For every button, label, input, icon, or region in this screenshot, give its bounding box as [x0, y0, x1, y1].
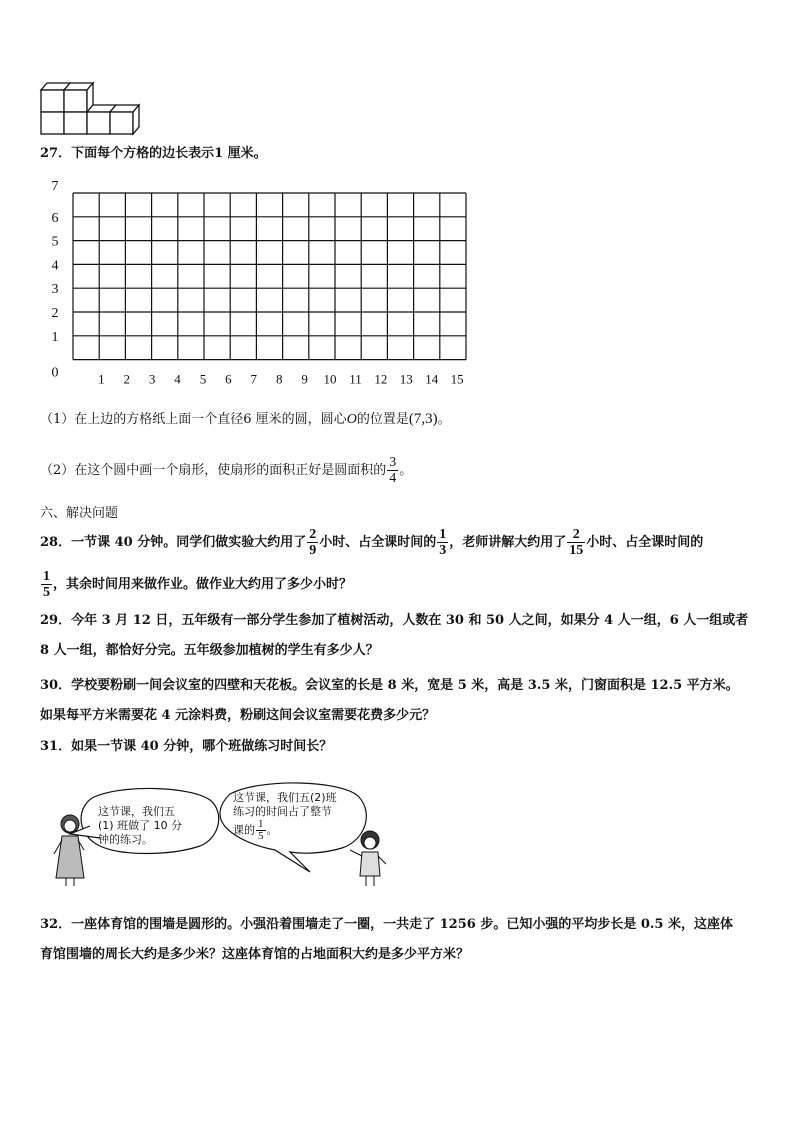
fraction-numerator: 1 [439, 527, 447, 542]
x-axis-label: 13 [399, 371, 413, 385]
fraction-2-9 [307, 527, 318, 558]
x-axis-label: 3 [148, 371, 156, 385]
y-axis-label: 3 [51, 282, 59, 298]
bubble-left-line: 钟的练习。 [98, 833, 153, 846]
q28-text-1: 28．一节课 40 分钟。同学们做实验大约用了 [40, 535, 307, 550]
part2-end: 。 [399, 463, 413, 478]
y-axis-label: 7 [51, 180, 59, 194]
bubble-right-line: 这节课，我们五(2)班 [233, 791, 337, 804]
question-29-line-2: 8 人一组，都恰好分完。五年级参加植树的学生有多少人？ [40, 643, 379, 658]
x-axis-label: 15 [450, 371, 464, 385]
x-axis-label: 14 [425, 371, 439, 385]
x-axis-label: 6 [225, 371, 232, 385]
y-axis-label: 6 [51, 210, 59, 226]
q28-text-4: 小时、占全课时间的 [586, 535, 704, 550]
y-axis-label: 4 [51, 258, 59, 274]
fraction-1-3 [437, 527, 448, 558]
fraction-numerator: 1 [43, 569, 50, 584]
part1-mid: 的位置是 [356, 412, 409, 427]
x-axis-label: 7 [250, 371, 258, 385]
fraction-denominator: 5 [43, 585, 50, 600]
bubble-right-text [233, 791, 337, 842]
y-axis-label: 1 [51, 329, 59, 345]
question-28-line-2 [40, 566, 352, 604]
fraction-numerator: 2 [567, 527, 585, 543]
bubble-right-end: 。 [266, 823, 278, 837]
y-axis-label: 0 [51, 365, 59, 381]
q28-text-5: ，其余时间用来做作业。做作业大约用了多少小时？ [53, 577, 353, 592]
part2-prefix: （2）在这个圆中画一个扇形，使扇形的面积正好是圆面积的 [40, 463, 387, 478]
fraction-1-5 [41, 569, 52, 600]
part1-prefix: （1）在上边的方格纸上面一个直径6 厘米的圆，圆心 [40, 412, 347, 427]
x-axis-label: 1 [98, 371, 105, 385]
center-variable: O [346, 412, 357, 427]
fraction-2-15 [567, 527, 585, 558]
x-axis-label: 10 [323, 371, 337, 385]
bubble-left-text [98, 805, 182, 847]
x-axis-label: 8 [275, 371, 283, 385]
x-axis-label: 12 [374, 371, 388, 385]
section-heading: 六、解决问题 [40, 506, 119, 521]
question-32-line-1: 32．一座体育馆的围墙是圆形的。小强沿着围墙走了一圈，一共走了 1256 步。已知小强的平均步长是 0.5 米，这座体 [40, 917, 733, 932]
fraction-numerator: 3 [389, 455, 397, 470]
q28-text-2: 小时、占全课时间的 [319, 535, 437, 550]
bubble-left-line: (1) 班做了 10 分 [98, 819, 183, 832]
fraction-denominator: 9 [309, 543, 317, 558]
fraction-numerator: 1 [258, 818, 264, 830]
question-27-part-1 [40, 410, 451, 429]
x-axis-label: 5 [199, 371, 207, 385]
part1-end: 。 [437, 412, 451, 427]
fraction-denominator: 15 [569, 543, 584, 558]
question-32-line-2: 育馆围墙的周长大约是多少米？这座体育馆的占地面积大约是多少平方米？ [40, 947, 470, 962]
question-29-line-1: 29．今年 3 月 12 日，五年级有一部分学生参加了植树活动，人数在 30 和 50 人之间，如果分 4 人一组，6 人一组或者 [40, 613, 749, 628]
fraction-denominator: 3 [439, 543, 447, 558]
fraction-numerator: 2 [309, 527, 317, 542]
question-30-line-2: 如果每平方米需要花 4 元涂料费，粉刷这间会议室需要花费多少元？ [40, 708, 436, 723]
question-30-line-1: 30．学校要粉刷一间会议室的四壁和天花板。会议室的长是 8 米，宽是 5 米，高是 3.5 米，门窗面积是 12.5 平方米。 [40, 678, 739, 693]
center-coordinate: (7,3) [408, 411, 438, 427]
cube-figure [38, 80, 150, 136]
x-axis-label: 9 [301, 371, 308, 385]
square-grid [40, 180, 490, 385]
x-axis-label: 2 [123, 371, 130, 385]
bubble-right-prefix: 课的 [233, 823, 255, 837]
bubble-left-line: 这节课，我们五 [98, 805, 175, 818]
q28-text-3: ，老师讲解大约用了 [449, 535, 567, 550]
question-28-line-1 [40, 524, 703, 562]
question-27-part-2 [40, 452, 412, 490]
y-axis-label: 5 [51, 234, 59, 250]
question-27: 27．下面每个方格的边长表示1 厘米。 [40, 146, 267, 161]
dialogue-illustration [40, 780, 400, 890]
fraction-1-5 [256, 819, 266, 842]
fraction-denominator: 5 [258, 830, 264, 842]
girl-figure [54, 815, 84, 886]
question-31: 31．如果一节课 40 分钟，哪个班做练习时间长？ [40, 739, 333, 754]
fraction-denominator: 4 [389, 471, 397, 486]
y-axis-label: 2 [51, 306, 59, 321]
x-axis-label: 11 [349, 371, 362, 385]
x-axis-label: 4 [174, 371, 181, 385]
bubble-right-line: 练习的时间占了整节 [233, 805, 332, 818]
bubble-right-line [233, 819, 337, 842]
fraction-three-quarters [387, 455, 398, 486]
